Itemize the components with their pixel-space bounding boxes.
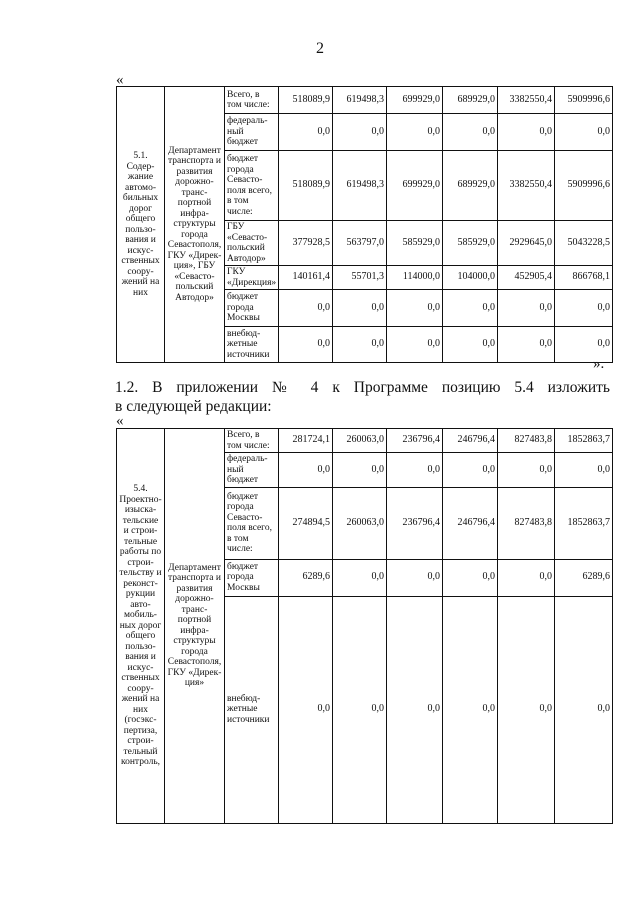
value-cell: 1852863,7 xyxy=(555,487,613,559)
value-cell: 0,0 xyxy=(498,559,555,596)
closing-quote-1: ». xyxy=(593,356,605,372)
value-cell: 0,0 xyxy=(333,559,387,596)
paragraph-line-2: в следующей редакции: xyxy=(115,398,272,415)
value-cell: 0,0 xyxy=(279,596,333,823)
value-cell: 699929,0 xyxy=(387,87,443,114)
value-cell: 0,0 xyxy=(443,327,498,363)
value-cell: 0,0 xyxy=(555,327,613,363)
value-cell: 0,0 xyxy=(498,114,555,151)
value-cell: 585929,0 xyxy=(443,221,498,266)
value-cell: 114000,0 xyxy=(387,266,443,290)
value-cell: 3382550,4 xyxy=(498,151,555,221)
value-cell: 140161,4 xyxy=(279,266,333,290)
item-cell: 5.4. Проектно-изыскательские и строительные работы по строительству и реконструкции автомобильных дорог общего пользования и искусственных сооружений на них (госэкспертиза, строительный контроль, xyxy=(117,429,165,824)
value-cell: 866768,1 xyxy=(555,266,613,290)
funding-source-cell: бюджет города Севастополя всего, в том числе: xyxy=(225,151,279,221)
value-cell: 0,0 xyxy=(387,327,443,363)
value-cell: 104000,0 xyxy=(443,266,498,290)
value-cell: 0,0 xyxy=(555,453,613,488)
value-cell: 0,0 xyxy=(443,290,498,327)
value-cell: 0,0 xyxy=(555,290,613,327)
value-cell: 377928,5 xyxy=(279,221,333,266)
paragraph-line-1: 1.2. В приложении № 4 к Программе позицию 5.4 изложить xyxy=(115,379,610,396)
funding-source-cell: Всего, в том числе: xyxy=(225,87,279,114)
value-cell: 619498,3 xyxy=(333,151,387,221)
opening-quote-2: « xyxy=(116,413,124,429)
value-cell: 246796,4 xyxy=(443,429,498,453)
table-row xyxy=(117,87,613,114)
value-cell: 0,0 xyxy=(498,596,555,823)
value-cell: 452905,4 xyxy=(498,266,555,290)
value-cell: 0,0 xyxy=(279,327,333,363)
opening-quote-1: « xyxy=(116,72,124,88)
responsible-cell: Департамент транспорта и развития дорожно-транспортной инфраструктуры города Севастополя, ГКУ «Дирекция», ГБУ «Севастопольский Автодор» xyxy=(165,87,225,363)
value-cell: 0,0 xyxy=(498,453,555,488)
table-row xyxy=(117,429,613,453)
funding-source-cell: бюджет города Москвы xyxy=(225,290,279,327)
value-cell: 0,0 xyxy=(387,114,443,151)
value-cell: 563797,0 xyxy=(333,221,387,266)
value-cell: 0,0 xyxy=(333,596,387,823)
value-cell: 0,0 xyxy=(387,453,443,488)
value-cell: 0,0 xyxy=(279,290,333,327)
responsible-cell: Департамент транспорта и развития дорожно-транспортной инфраструктуры города Севастополя, ГКУ «Дирекция» xyxy=(165,429,225,824)
value-cell: 518089,9 xyxy=(279,151,333,221)
value-cell: 0,0 xyxy=(333,453,387,488)
value-cell: 827483,8 xyxy=(498,429,555,453)
value-cell: 260063,0 xyxy=(333,487,387,559)
funding-source-cell: ГКУ «Дирекция» xyxy=(225,266,279,290)
value-cell: 0,0 xyxy=(498,327,555,363)
value-cell: 689929,0 xyxy=(443,87,498,114)
value-cell: 0,0 xyxy=(279,114,333,151)
value-cell: 236796,4 xyxy=(387,487,443,559)
value-cell: 0,0 xyxy=(333,114,387,151)
item-cell: 5.1. Содержание автомобильных дорог общего пользования и искусственных сооружений на них xyxy=(117,87,165,363)
funding-source-cell: бюджет города Москвы xyxy=(225,559,279,596)
value-cell: 689929,0 xyxy=(443,151,498,221)
value-cell: 827483,8 xyxy=(498,487,555,559)
value-cell: 260063,0 xyxy=(333,429,387,453)
value-cell: 246796,4 xyxy=(443,487,498,559)
value-cell: 0,0 xyxy=(443,559,498,596)
value-cell: 585929,0 xyxy=(387,221,443,266)
value-cell: 0,0 xyxy=(443,114,498,151)
value-cell: 0,0 xyxy=(555,596,613,823)
funding-source-cell: внебюджетные источники xyxy=(225,327,279,363)
table-position-5-1 xyxy=(116,86,613,363)
value-cell: 1852863,7 xyxy=(555,429,613,453)
value-cell: 619498,3 xyxy=(333,87,387,114)
value-cell: 0,0 xyxy=(387,290,443,327)
funding-source-cell: внебюджетные источники xyxy=(225,596,279,823)
value-cell: 0,0 xyxy=(387,559,443,596)
value-cell: 5909996,6 xyxy=(555,151,613,221)
value-cell: 3382550,4 xyxy=(498,87,555,114)
value-cell: 518089,9 xyxy=(279,87,333,114)
value-cell: 0,0 xyxy=(498,290,555,327)
value-cell: 0,0 xyxy=(443,596,498,823)
value-cell: 0,0 xyxy=(443,453,498,488)
value-cell: 55701,3 xyxy=(333,266,387,290)
value-cell: 0,0 xyxy=(333,327,387,363)
value-cell: 0,0 xyxy=(333,290,387,327)
funding-source-cell: бюджет города Севастополя всего, в том числе: xyxy=(225,487,279,559)
value-cell: 236796,4 xyxy=(387,429,443,453)
value-cell: 274894,5 xyxy=(279,487,333,559)
value-cell: 0,0 xyxy=(387,596,443,823)
page-number: 2 xyxy=(316,40,324,57)
value-cell: 6289,6 xyxy=(279,559,333,596)
funding-source-cell: Всего, в том числе: xyxy=(225,429,279,453)
table-position-5-4 xyxy=(116,428,613,824)
value-cell: 699929,0 xyxy=(387,151,443,221)
value-cell: 6289,6 xyxy=(555,559,613,596)
value-cell: 281724,1 xyxy=(279,429,333,453)
value-cell: 5909996,6 xyxy=(555,87,613,114)
value-cell: 5043228,5 xyxy=(555,221,613,266)
value-cell: 0,0 xyxy=(555,114,613,151)
funding-source-cell: федеральный бюджет xyxy=(225,114,279,151)
funding-source-cell: ГБУ «Севастопольский Автодор» xyxy=(225,221,279,266)
value-cell: 2929645,0 xyxy=(498,221,555,266)
value-cell: 0,0 xyxy=(279,453,333,488)
funding-source-cell: федеральный бюджет xyxy=(225,453,279,488)
